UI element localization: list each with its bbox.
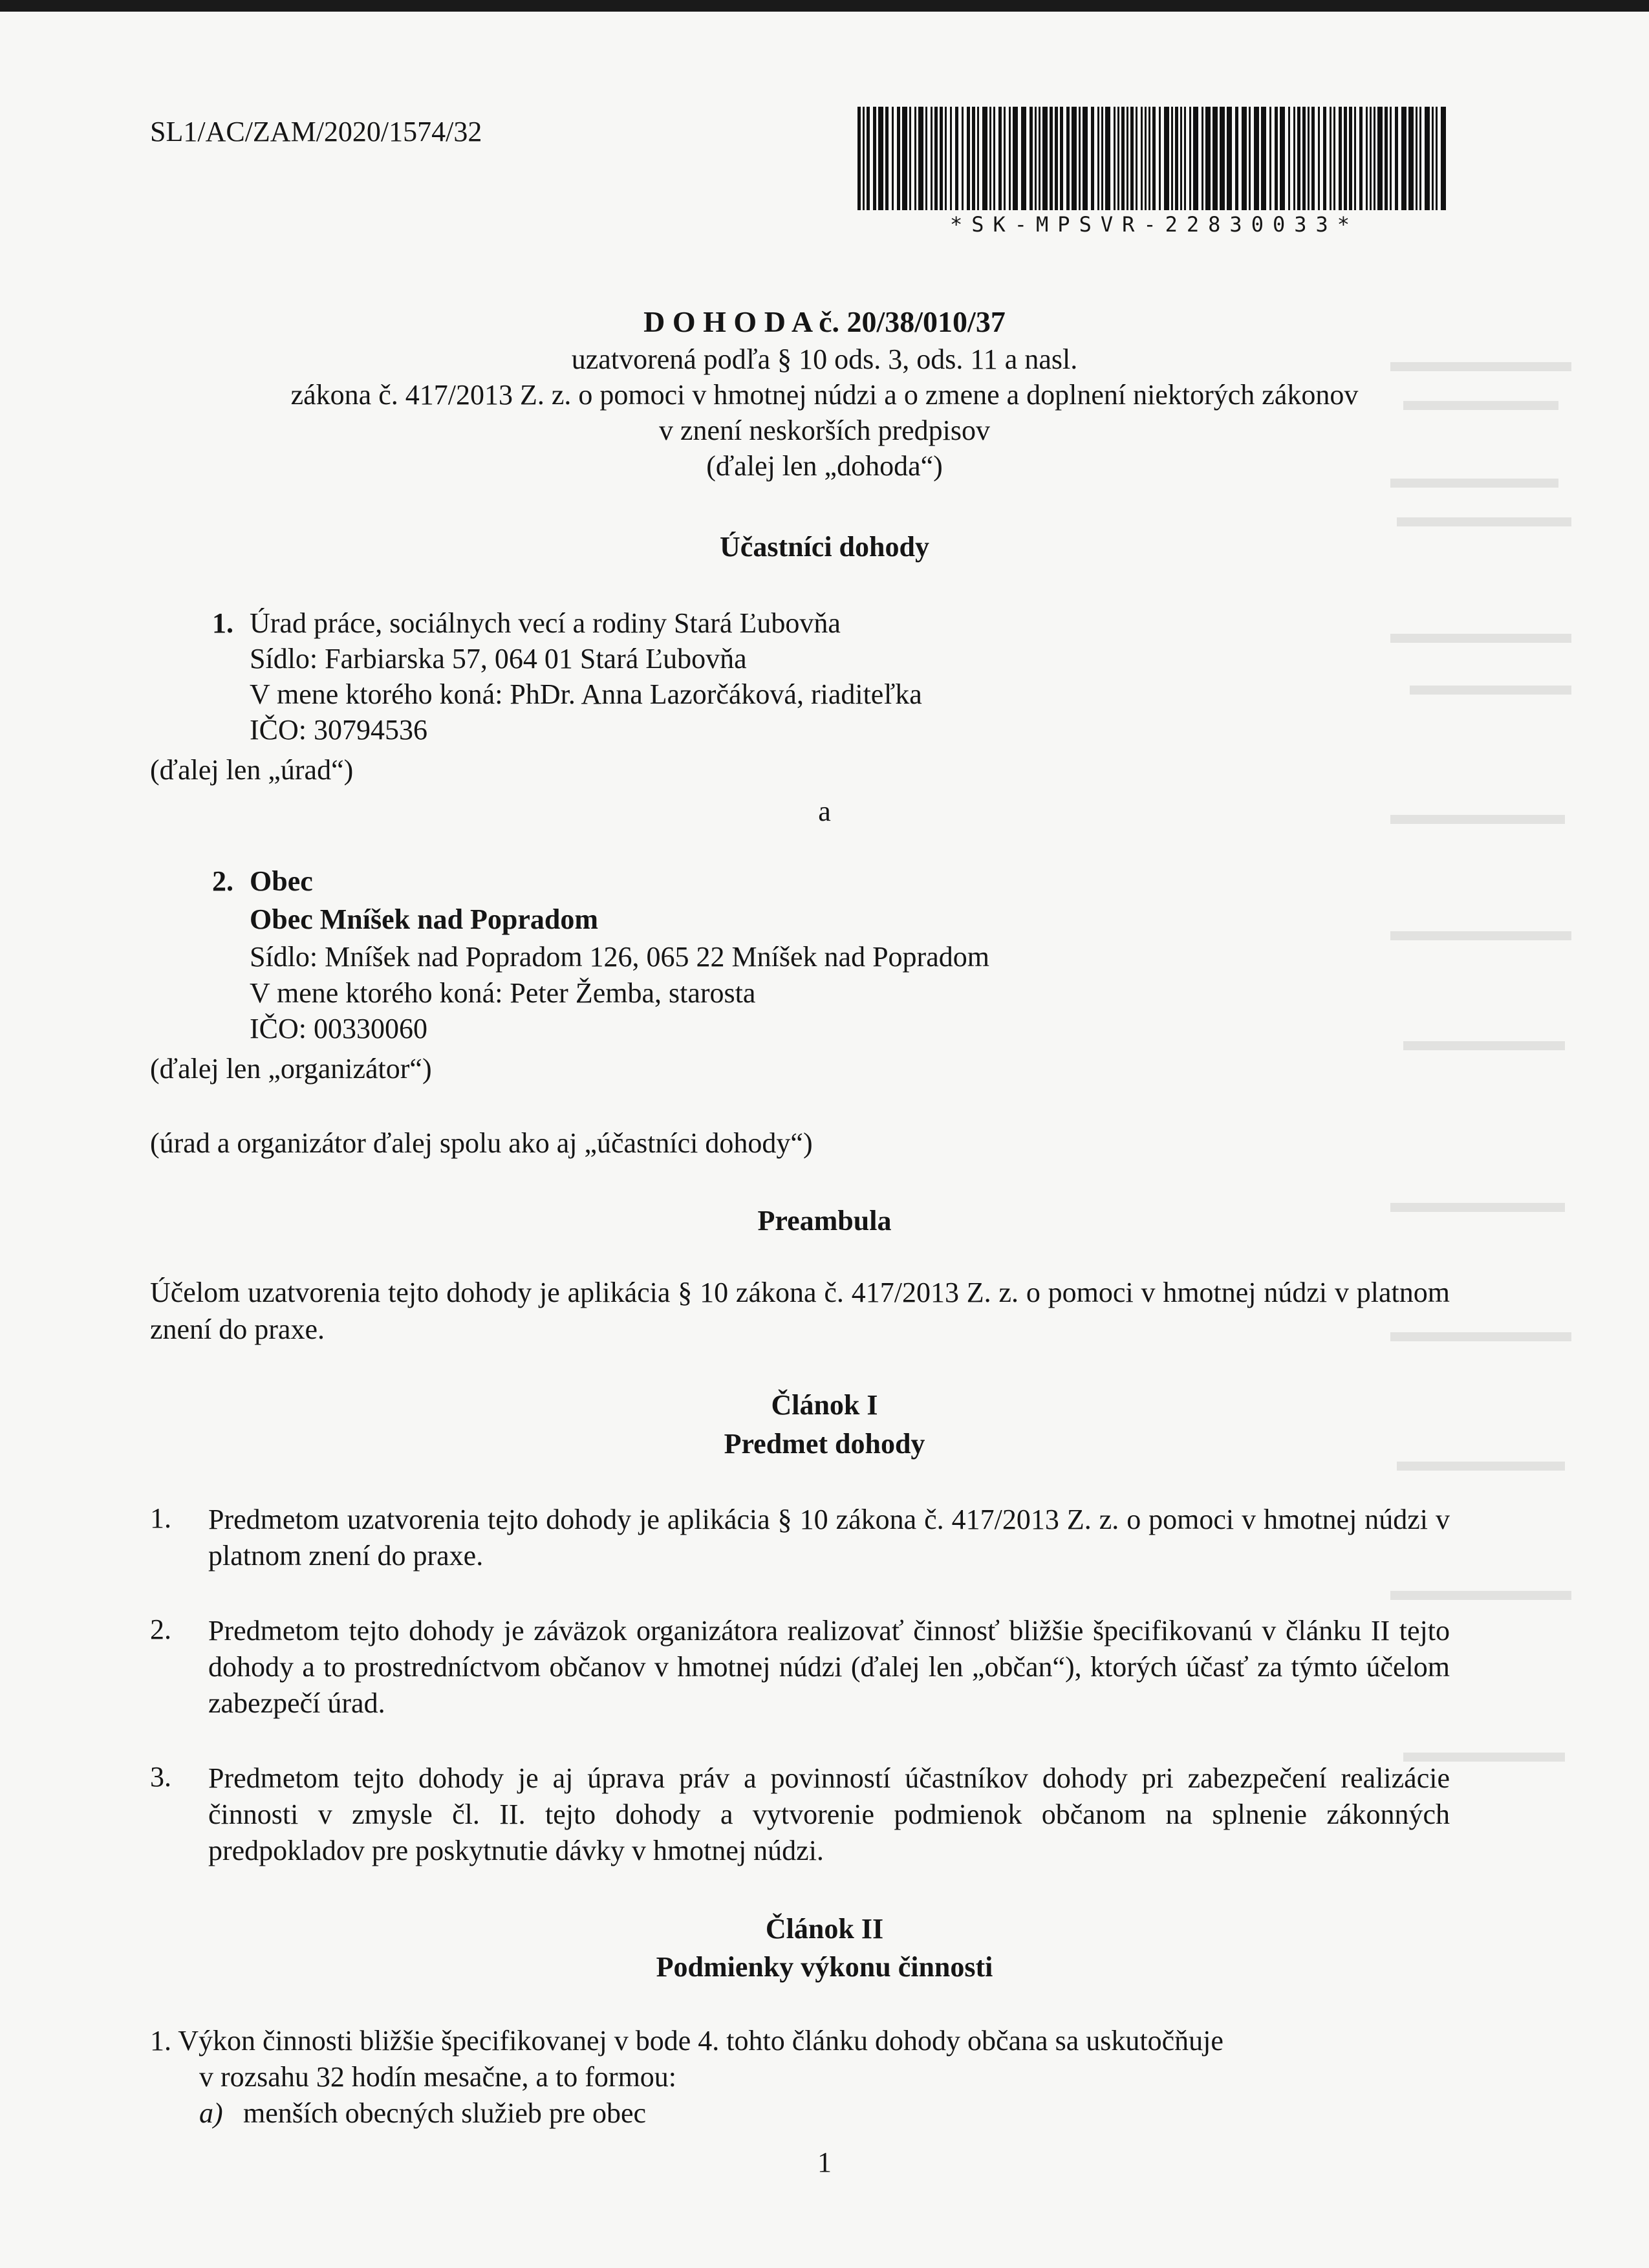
party2-ico: IČO: 00330060 [250, 1013, 427, 1044]
conjunction: a [818, 795, 831, 827]
article1-item3-text: Predmetom tejto dohody je aj úprava práv a povinností účastníkov dohody pri zabezpečení realizácie činnosti v zmysle čl. II. tejto dohody a vytvorenie podmienok občanom na splnenie zákonných predpokladov pre poskytnutie dávky v hmotnej núdzi. [208, 1762, 1450, 1866]
barcode-text: *SK-MPSVR-22830033* [949, 212, 1359, 237]
party2-name: Obec Mníšek nad Popradom [250, 903, 599, 935]
subtitle-line-3: v znení neskorších predpisov [659, 415, 990, 446]
party1-name: Úrad práce, sociálnych vecí a rodiny Stará Ľubovňa [250, 607, 841, 639]
party1-seat: Sídlo: Farbiarska 57, 064 01 Stará Ľubovňa [250, 643, 747, 675]
subtitle-line-1: uzatvorená podľa § 10 ods. 3, ods. 11 a nasl. [571, 343, 1078, 375]
document-title: D O H O D A č. 20/38/010/37 [643, 305, 1006, 338]
party1-ico: IČO: 30794536 [250, 714, 427, 746]
article1-title: Predmet dohody [724, 1428, 925, 1460]
article1-item1-text: Predmetom uzatvorenia tejto dohody je aplikácia § 10 zákona č. 417/2013 Z. z. o pomoci v hmotnej núdzi v platnom znení do praxe. [208, 1504, 1450, 1571]
parties-together-note: (úrad a organizátor ďalej spolu ako aj „účastníci dohody“) [150, 1127, 813, 1159]
party2-number: 2. [212, 865, 233, 897]
article2-heading: Článok II [765, 1913, 884, 1945]
article2-item1-line1: 1. Výkon činnosti bližšie špecifikovanej v bode 4. tohto článku dohody občana sa uskutočňuje [150, 2025, 1223, 2057]
preamble-text: Účelom uzatvorenia tejto dohody je aplikácia § 10 zákona č. 417/2013 Z. z. o pomoci v hmotnej núdzi v platnom znení do praxe. [150, 1277, 1450, 1345]
page-number: 1 [817, 2146, 832, 2178]
article1-item1-number: 1. [150, 1502, 171, 1534]
article2-title: Podmienky výkonu činnosti [656, 1951, 993, 1983]
parties-heading: Účastníci dohody [720, 531, 929, 563]
article1-item3-number: 3. [150, 1761, 171, 1793]
party2-type: Obec [250, 865, 313, 897]
document-reference-number: SL1/AC/ZAM/2020/1574/32 [150, 116, 482, 147]
scan-top-edge [0, 0, 1649, 12]
article2-item1-line2: v rozsahu 32 hodín mesačne, a to formou: [199, 2061, 677, 2093]
party1-representative: V mene ktorého koná: PhDr. Anna Lazorčáková, riaditeľka [250, 678, 922, 710]
barcode [857, 107, 1451, 210]
preamble-heading: Preambula [757, 1205, 892, 1237]
article1-item2-number: 2. [150, 1614, 171, 1645]
article1-heading: Článok I [771, 1389, 878, 1421]
party2-alias: (ďalej len „organizátor“) [150, 1053, 432, 1085]
article2-subitem-a-text: menších obecných služieb pre obec [243, 2097, 647, 2129]
article1-item2-text: Predmetom tejto dohody je záväzok organizátora realizovať činnosť bližšie špecifikovanú v článku II tejto dohody a to prostredníctvom občanov v hmotnej núdzi (ďalej len „občan“), ktorých účasť za týmto účelom zabezpečí úrad. [208, 1615, 1450, 1719]
subtitle-line-4: (ďalej len „dohoda“) [706, 450, 943, 482]
article2-subitem-a-label: a) [199, 2097, 223, 2129]
subtitle-line-2: zákona č. 417/2013 Z. z. o pomoci v hmotnej núdzi a o zmene a doplnení niektorých zákonov [290, 379, 1359, 411]
bleed-through-texture [1390, 362, 1584, 1979]
party1-alias: (ďalej len „úrad“) [150, 754, 354, 786]
party1-number: 1. [212, 607, 233, 639]
party2-representative: V mene ktorého koná: Peter Žemba, starosta [250, 977, 756, 1009]
party2-seat: Sídlo: Mníšek nad Popradom 126, 065 22 Mníšek nad Popradom [250, 941, 989, 973]
